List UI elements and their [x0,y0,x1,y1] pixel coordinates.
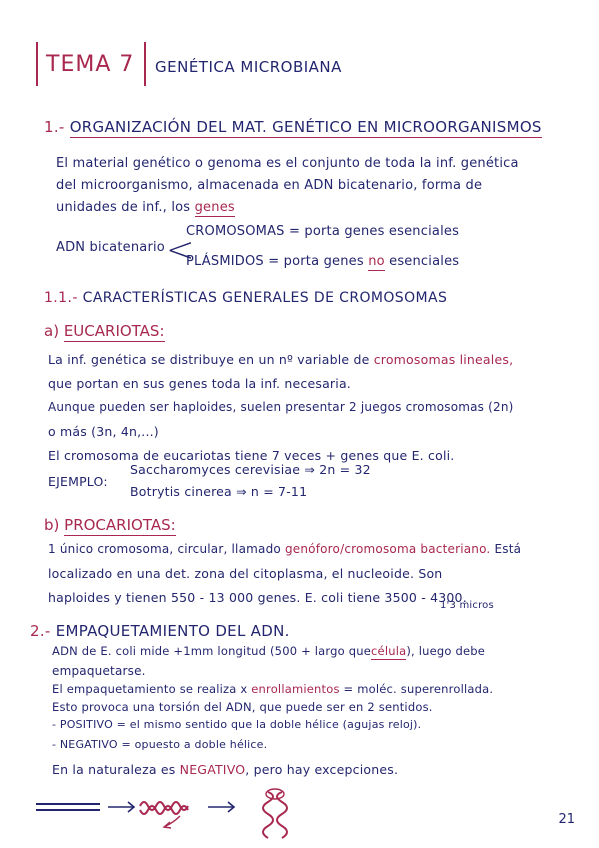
esta-text: Está [494,542,522,556]
section1-line3-text: unidades de inf., los [56,200,191,215]
eucariotas-line2: que portan en sus genes toda la inf. necesaria. [48,376,351,391]
ejemplo1: Saccharomyces cerevisiae ⇒ 2n = 32 [130,462,371,477]
eucariotas-title: EUCARIOTAS: [63,322,165,340]
section1-number: 1.- [44,118,65,136]
eucariotas-heading [44,322,165,340]
cromosomas-lineales-highlight: cromosomas lineales, [373,352,514,367]
page-number: 21 [558,812,575,827]
section2-line4: Esto provoca una torsión del ADN, que puede ser en 2 sentidos. [52,700,433,714]
bracket-symbol: < [166,230,195,270]
supercoil-sketch [30,786,330,842]
esenciales-text: esenciales [389,254,460,269]
section2-line1 [52,644,485,658]
procariotas-line1-text: 1 único cromosoma, circular, llamado [48,542,281,556]
section2-line3-text: El empaquetamiento se realiza x [52,682,248,696]
dna-coil-icon [140,802,188,828]
section2-title: EMPAQUETAMIENTO DEL ADN. [55,622,290,640]
plasmidos-text: PLÁSMIDOS = porta genes [186,254,364,269]
genes-highlight: genes [194,200,235,215]
procariotas-title: PROCARIOTAS: [64,516,176,534]
section1-line2: del microorganismo, almacenada en ADN bicatenario, forma de [56,178,483,193]
eucariotas-line1-text: La inf. genética se distribuye en un nº variable de [48,352,370,367]
celula-highlight: célula [371,644,407,658]
procariotas-label: b) [44,516,60,534]
enrollamientos-highlight: enrollamientos [251,682,340,696]
eucariotas-line5: El cromosoma de eucariotas tiene 7 veces + genes que E. coli. [48,448,455,463]
procariotas-heading [44,516,176,534]
adn-bicatenario-label: ADN bicatenario [56,240,165,255]
procariotas-line1 [48,542,521,556]
genoforo-highlight: genóforo/cromosoma bacteriano. [284,542,491,556]
arrow-right-icon [208,802,234,812]
eucariotas-line4: o más (3n, 4n,...) [48,424,159,439]
section2-line1-text: ADN de E. coli mide +1mm longitud (500 + largo que [52,644,372,658]
section1-heading [44,118,542,136]
arrow-right-icon [108,802,134,812]
procariotas-line2: localizado en una det. zona del citoplasma, el nucleoide. Son [48,566,443,581]
section2-line3 [52,682,493,696]
superenrollada-text: = moléc. superenrollada. [343,682,494,696]
linear-dna-icon [36,804,100,810]
section2-heading [30,622,290,640]
eucariotas-label: a) [44,322,60,340]
plasmidos-branch [186,254,459,269]
no-highlight: no [368,254,385,269]
positivo-line: - POSITIVO = el mismo sentido que la doble hélice (agujas reloj). [52,718,422,731]
subject-title: GENÉTICA MICROBIANA [155,58,342,76]
section2-line7 [52,762,398,777]
naturaleza-text: En la naturaleza es [52,762,176,777]
section11-heading [44,290,447,306]
luego-debe-text: ), luego debe [406,644,486,658]
section11-title: CARACTERÍSTICAS GENERALES DE CROMOSOMAS [82,290,448,306]
cromosomas-branch: CROMOSOMAS = porta genes esenciales [186,224,460,239]
eucariotas-line3: Aunque pueden ser haploides, suelen presentar 2 juegos cromosomas (2n) [48,400,514,414]
section1-title: ORGANIZACIÓN DEL MAT. GENÉTICO EN MICROORGANISMOS [69,118,542,136]
micros-note: 1'3 micros [440,600,494,611]
section2-number: 2.- [30,622,51,640]
negativo-line: - NEGATIVO = opuesto a doble hélice. [52,738,268,751]
section1-line1: El material genético o genoma es el conjunto de toda la inf. genética [56,156,519,171]
ejemplo2: Botrytis cinerea ⇒ n = 7-11 [130,484,308,499]
supercoil-icon [263,789,287,838]
excepciones-text: , pero hay excepciones. [245,762,399,777]
tema-title: TEMA 7 [46,52,135,77]
ejemplo-label: EJEMPLO: [48,474,108,489]
procariotas-line3: haploides y tienen 550 - 13 000 genes. E. coli tiene 3500 - 4300. [48,590,467,605]
section2-line2: empaquetarse. [52,664,146,678]
eucariotas-line1 [48,352,513,367]
section11-number: 1.1.- [44,290,78,306]
section1-line3 [56,200,235,215]
negativo-highlight: NEGATIVO [179,762,246,777]
